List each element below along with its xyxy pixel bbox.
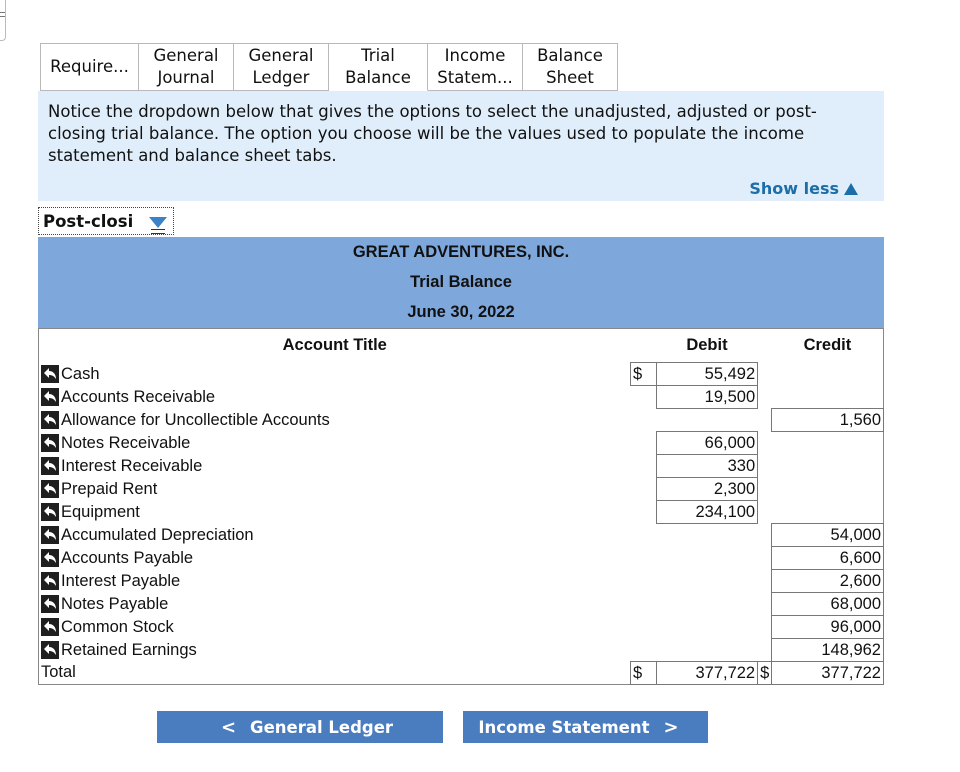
account-title: Accounts Receivable bbox=[61, 387, 216, 406]
debit-sign bbox=[631, 432, 657, 455]
total-debit-sign: $ bbox=[631, 662, 657, 685]
account-cell bbox=[39, 455, 631, 478]
account-title: Notes Payable bbox=[61, 594, 169, 613]
account-cell bbox=[39, 501, 631, 524]
header-credit: Credit bbox=[803, 336, 852, 355]
report-header bbox=[38, 237, 884, 328]
tab-general-ledger[interactable] bbox=[234, 43, 329, 91]
account-title: Accumulated Depreciation bbox=[61, 525, 254, 544]
debit-sign bbox=[631, 616, 657, 639]
credit-amount[interactable]: 54,000 bbox=[772, 524, 884, 547]
tab-balance-sheet[interactable] bbox=[523, 43, 618, 91]
total-label: Total bbox=[41, 663, 76, 682]
debit-amount bbox=[656, 570, 757, 593]
table-row bbox=[39, 524, 884, 547]
account-cell bbox=[39, 432, 631, 455]
report-date: June 30, 2022 bbox=[407, 303, 515, 321]
account-cell bbox=[39, 547, 631, 570]
credit-sign bbox=[758, 593, 772, 616]
debit-sign bbox=[631, 639, 657, 662]
account-cell bbox=[39, 593, 631, 616]
credit-sign bbox=[758, 639, 772, 662]
credit-sign bbox=[758, 478, 772, 501]
return-arrow-icon[interactable] bbox=[41, 457, 59, 475]
account-title: Interest Payable bbox=[61, 571, 181, 590]
debit-sign bbox=[631, 593, 657, 616]
total-credit: 377,722 bbox=[772, 662, 884, 685]
prev-general-ledger-button[interactable] bbox=[157, 711, 443, 743]
account-cell bbox=[39, 616, 631, 639]
credit-amount[interactable]: 148,962 bbox=[772, 639, 884, 662]
tab-income-statement[interactable] bbox=[428, 43, 523, 91]
credit-sign bbox=[758, 409, 772, 432]
account-cell bbox=[39, 386, 631, 409]
account-title: Interest Receivable bbox=[61, 456, 203, 475]
trial-balance-type-dropdown[interactable] bbox=[38, 207, 174, 235]
account-cell bbox=[39, 639, 631, 662]
credit-sign bbox=[758, 432, 772, 455]
debit-sign: $ bbox=[631, 363, 657, 386]
dropdown-lines-icon bbox=[151, 229, 165, 234]
account-cell bbox=[39, 363, 631, 386]
table-row bbox=[39, 455, 884, 478]
credit-sign bbox=[758, 616, 772, 639]
account-title: Common Stock bbox=[61, 617, 174, 636]
debit-amount[interactable]: 2,300 bbox=[656, 478, 757, 501]
tab-required[interactable] bbox=[40, 43, 139, 91]
return-arrow-icon[interactable] bbox=[41, 595, 59, 613]
table-row bbox=[39, 363, 884, 386]
total-row bbox=[39, 662, 884, 685]
table-row bbox=[39, 432, 884, 455]
credit-sign bbox=[758, 547, 772, 570]
credit-amount bbox=[772, 478, 884, 501]
tab-label: Trial Balance bbox=[345, 46, 411, 87]
account-cell bbox=[39, 570, 631, 593]
total-debit: 377,722 bbox=[656, 662, 757, 685]
return-arrow-icon[interactable] bbox=[41, 503, 59, 521]
debit-sign bbox=[631, 478, 657, 501]
return-arrow-icon[interactable] bbox=[41, 388, 59, 406]
return-arrow-icon[interactable] bbox=[41, 641, 59, 659]
account-cell bbox=[39, 478, 631, 501]
credit-sign bbox=[758, 363, 772, 386]
account-title: Notes Receivable bbox=[61, 433, 191, 452]
next-button-label: Income Statement bbox=[478, 717, 650, 737]
account-title: Prepaid Rent bbox=[61, 479, 158, 498]
tab-label: General Ledger bbox=[248, 46, 314, 87]
credit-amount bbox=[772, 501, 884, 524]
credit-amount bbox=[772, 386, 884, 409]
credit-amount[interactable]: 96,000 bbox=[772, 616, 884, 639]
header-debit: Debit bbox=[686, 336, 728, 354]
tab-bar bbox=[40, 43, 618, 91]
total-credit-sign: $ bbox=[758, 662, 772, 685]
tab-trial-balance[interactable] bbox=[329, 43, 428, 91]
account-cell bbox=[39, 409, 631, 432]
dropdown-selected-value: Post-closi bbox=[43, 211, 134, 231]
account-title: Retained Earnings bbox=[61, 640, 197, 659]
menu-icon bbox=[0, 12, 5, 17]
report-title: Trial Balance bbox=[410, 273, 512, 291]
next-income-statement-button[interactable] bbox=[463, 711, 708, 743]
prev-button-label: General Ledger bbox=[250, 717, 394, 737]
tab-label: Require... bbox=[50, 57, 129, 76]
debit-amount bbox=[656, 616, 757, 639]
account-title: Cash bbox=[61, 364, 100, 383]
debit-amount bbox=[656, 639, 757, 662]
return-arrow-icon[interactable] bbox=[41, 411, 59, 429]
return-arrow-icon[interactable] bbox=[41, 572, 59, 590]
table-row bbox=[39, 593, 884, 616]
return-arrow-icon[interactable] bbox=[41, 434, 59, 452]
table-header-row bbox=[39, 329, 884, 363]
credit-amount[interactable]: 1,560 bbox=[772, 409, 884, 432]
debit-amount[interactable]: 330 bbox=[656, 455, 757, 478]
table-row bbox=[39, 547, 884, 570]
debit-sign bbox=[631, 570, 657, 593]
credit-sign bbox=[758, 501, 772, 524]
return-arrow-icon[interactable] bbox=[41, 480, 59, 498]
instruction-panel bbox=[38, 91, 884, 201]
header-debit-sign bbox=[631, 329, 657, 363]
triangle-up-icon bbox=[844, 183, 858, 195]
return-arrow-icon[interactable] bbox=[41, 618, 59, 636]
tab-general-journal[interactable] bbox=[139, 43, 234, 91]
credit-sign bbox=[758, 524, 772, 547]
chevron-right-icon: > bbox=[663, 716, 679, 738]
tab-label: Balance Sheet bbox=[537, 46, 603, 87]
tab-label: General Journal bbox=[153, 46, 219, 87]
company-name: GREAT ADVENTURES, INC. bbox=[352, 243, 570, 261]
table-row bbox=[39, 409, 884, 432]
account-title: Accounts Payable bbox=[61, 548, 194, 567]
debit-sign bbox=[631, 547, 657, 570]
header-account-title: Account Title bbox=[282, 336, 387, 355]
header-credit-sign bbox=[758, 329, 772, 363]
debit-sign bbox=[631, 409, 657, 432]
debit-amount[interactable]: 66,000 bbox=[656, 432, 757, 455]
debit-sign bbox=[631, 455, 657, 478]
table-row bbox=[39, 478, 884, 501]
return-arrow-icon[interactable] bbox=[41, 365, 59, 383]
tab-label: Income Statem... bbox=[437, 46, 513, 87]
credit-amount[interactable]: 68,000 bbox=[772, 593, 884, 616]
instruction-text: Notice the dropdown below that gives the options to select the unadjusted, adjusted or post-closing trial balance. The option you choose will be the values used to populate the income statement and balance sheet tabs. bbox=[48, 102, 817, 165]
table-row bbox=[39, 570, 884, 593]
return-arrow-icon[interactable] bbox=[41, 526, 59, 544]
account-title: Allowance for Uncollectible Accounts bbox=[61, 410, 330, 429]
debit-amount[interactable]: 19,500 bbox=[656, 386, 757, 409]
debit-amount[interactable]: 234,100 bbox=[656, 501, 757, 524]
credit-sign bbox=[758, 455, 772, 478]
return-arrow-icon[interactable] bbox=[41, 549, 59, 567]
credit-amount bbox=[772, 455, 884, 478]
chevron-down-icon bbox=[149, 217, 167, 228]
show-less-label: Show less bbox=[749, 179, 839, 198]
table-row bbox=[39, 616, 884, 639]
credit-sign bbox=[758, 386, 772, 409]
debit-amount bbox=[656, 524, 757, 547]
debit-sign bbox=[631, 524, 657, 547]
table-body bbox=[39, 363, 884, 662]
debit-amount bbox=[656, 547, 757, 570]
credit-amount[interactable]: 6,600 bbox=[772, 547, 884, 570]
credit-amount[interactable]: 2,600 bbox=[772, 570, 884, 593]
credit-amount bbox=[772, 363, 884, 386]
trial-balance-table bbox=[38, 328, 884, 685]
credit-amount bbox=[772, 432, 884, 455]
debit-amount[interactable]: 55,492 bbox=[656, 363, 757, 386]
table-row bbox=[39, 639, 884, 662]
debit-sign bbox=[631, 501, 657, 524]
credit-sign bbox=[758, 570, 772, 593]
chevron-left-icon: < bbox=[220, 716, 237, 738]
debit-sign bbox=[631, 386, 657, 409]
table-row bbox=[39, 501, 884, 524]
debit-amount bbox=[656, 409, 757, 432]
account-cell bbox=[39, 524, 631, 547]
show-less-link[interactable] bbox=[749, 179, 858, 198]
account-title: Equipment bbox=[61, 502, 140, 521]
debit-amount bbox=[656, 593, 757, 616]
window-corner bbox=[0, 0, 6, 41]
table-row bbox=[39, 386, 884, 409]
